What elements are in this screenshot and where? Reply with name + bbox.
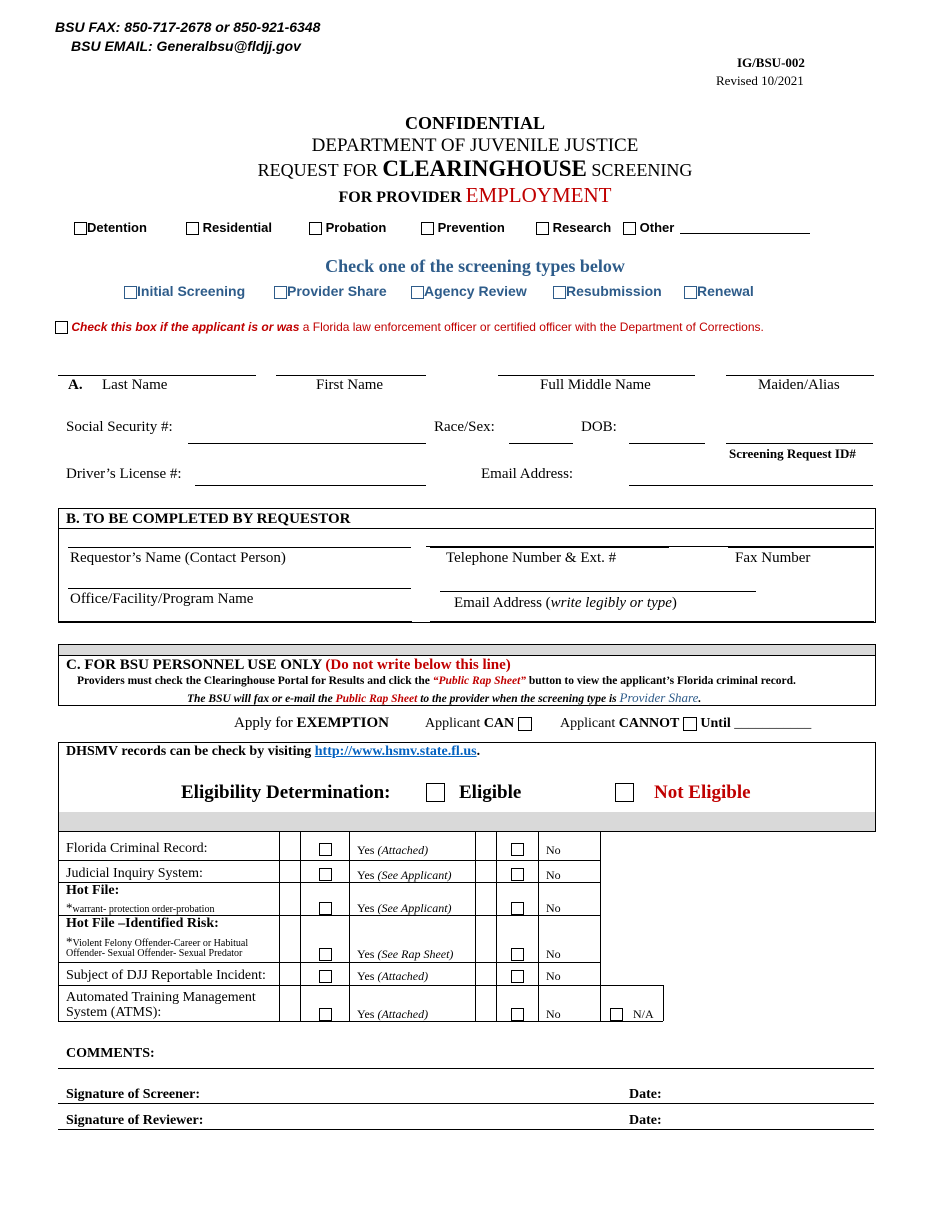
record-yes-checkbox[interactable] <box>319 902 332 915</box>
record-no-checkbox[interactable] <box>511 1008 524 1021</box>
until-blank[interactable]: ___________ <box>734 716 812 731</box>
record-label: Florida Criminal Record: <box>66 841 208 856</box>
asterisk: * <box>66 934 73 949</box>
section-c-line1 <box>77 675 796 687</box>
record-yes <box>357 901 452 916</box>
record-na-checkbox[interactable] <box>610 1008 623 1021</box>
category-label: Residential <box>202 220 272 235</box>
checkbox[interactable] <box>684 286 697 299</box>
screening-id-line[interactable] <box>726 443 873 444</box>
screening-label: Resubmission <box>566 283 662 299</box>
ssn-label: Social Security #: <box>66 419 173 435</box>
cannot-bold: CANNOT <box>618 716 680 731</box>
bsu-fax: BSU FAX: 850-717-2678 or 850-921-6348 <box>55 19 321 35</box>
record-yes <box>357 969 428 984</box>
title-department: DEPARTMENT OF JUVENILE JUSTICE <box>311 135 639 156</box>
category-label: Prevention <box>437 220 505 235</box>
screener-signature-label: Signature of Screener: <box>66 1087 201 1102</box>
fax-line[interactable] <box>728 547 874 548</box>
eligibility-label: Eligibility Determination: <box>181 782 391 803</box>
record-no-checkbox[interactable] <box>511 948 524 961</box>
record-no: No <box>546 1007 561 1021</box>
table-rule <box>58 831 600 832</box>
title-for-provider: FOR PROVIDER <box>338 189 466 206</box>
record-no-checkbox[interactable] <box>511 902 524 915</box>
yes-note: (See Applicant) <box>377 901 452 915</box>
apply-bold: EXEMPTION <box>296 715 390 731</box>
checkbox[interactable] <box>411 286 424 299</box>
screening-agency-review[interactable] <box>411 283 527 299</box>
first-name-label: First Name <box>316 377 384 393</box>
record-no-checkbox[interactable] <box>511 868 524 881</box>
checkbox[interactable] <box>124 286 137 299</box>
table-rule <box>58 985 663 986</box>
checkbox[interactable] <box>536 222 549 235</box>
reviewer-date-label: Date: <box>629 1113 662 1128</box>
line2-blue: Provider Share <box>619 690 699 705</box>
screening-initial[interactable] <box>124 283 245 299</box>
screening-label: Agency Review <box>424 283 527 299</box>
category-research[interactable] <box>536 220 611 235</box>
eligibility-band <box>58 812 876 832</box>
email-label: Email Address: <box>481 466 574 482</box>
title-request <box>0 156 950 182</box>
not-eligible-label: Not Eligible <box>654 782 751 803</box>
yes-text: Yes <box>357 901 378 915</box>
line2-b: to the provider when the screening type is <box>417 693 620 705</box>
drivers-license-line[interactable] <box>195 485 426 486</box>
requestor-email-line[interactable] <box>440 591 756 592</box>
section-a-letter: A. <box>68 377 83 393</box>
category-detention[interactable] <box>74 220 147 235</box>
leo-rest: a Florida law enforcement officer or certified officer with the Department of Corrections. <box>299 320 764 334</box>
yes-text: Yes <box>357 969 378 983</box>
yes-note: (Attached) <box>377 1007 429 1021</box>
record-sub <box>66 900 214 916</box>
office-line[interactable] <box>68 588 411 589</box>
first-name-line[interactable] <box>276 375 426 376</box>
line2-red: Public Rap Sheet <box>335 693 418 705</box>
email-label-italic: write legibly or type <box>550 595 672 611</box>
can-prefix: Applicant <box>425 716 484 731</box>
checkbox[interactable] <box>74 222 87 235</box>
table-col <box>279 831 280 1021</box>
revised-date: Revised 10/2021 <box>716 73 804 88</box>
yes-note: (See Applicant) <box>377 868 452 882</box>
dob-label: DOB: <box>581 419 617 435</box>
apply-prefix: Apply for <box>234 715 297 731</box>
category-probation[interactable] <box>309 220 386 235</box>
until-label: Until <box>700 716 731 731</box>
record-sub: Offender- Sexual Offender- Sexual Predator <box>66 948 243 959</box>
record-label: Hot File –Identified Risk: <box>66 916 219 931</box>
category-label: Detention <box>87 220 147 235</box>
yes-note: (Attached) <box>377 843 429 857</box>
table-col <box>600 831 601 1021</box>
checkbox[interactable] <box>683 717 697 731</box>
screening-heading: Check one of the screening types below <box>325 256 625 276</box>
record-no-checkbox[interactable] <box>511 970 524 983</box>
yes-text: Yes <box>357 843 378 857</box>
dob-line[interactable] <box>629 443 705 444</box>
screener-date-label: Date: <box>629 1087 662 1102</box>
title-screening: SCREENING <box>586 160 693 180</box>
cannot-prefix: Applicant <box>560 716 619 731</box>
record-no: No <box>546 969 561 983</box>
title-request-prefix: REQUEST FOR <box>257 160 383 180</box>
reviewer-signature-line[interactable] <box>58 1129 874 1130</box>
record-label: Subject of DJJ Reportable Incident: <box>66 968 266 983</box>
section-c-heading <box>66 657 511 674</box>
table-col <box>538 831 539 1021</box>
applicant-cannot[interactable] <box>560 716 811 732</box>
table-rule <box>58 860 600 861</box>
can-bold: CAN <box>483 716 515 731</box>
title-clearinghouse: CLEARINGHOUSE <box>382 156 587 181</box>
middle-name-label: Full Middle Name <box>540 377 651 393</box>
section-c-heading-red: (Do not write below this line) <box>321 657 511 673</box>
maiden-label: Maiden/Alias <box>758 377 840 393</box>
table-rule <box>58 962 600 963</box>
checkbox[interactable] <box>309 222 322 235</box>
record-no: No <box>546 901 561 915</box>
applicant-can[interactable] <box>425 716 532 732</box>
race-sex-label: Race/Sex: <box>434 419 495 435</box>
ssn-line[interactable] <box>188 443 426 444</box>
email-label-suffix: ) <box>671 595 677 611</box>
table-col <box>475 831 476 1021</box>
record-sub-text: Violent Felony Offender-Career or Habitual <box>72 938 249 949</box>
checkbox[interactable] <box>553 286 566 299</box>
race-sex-line[interactable] <box>509 443 573 444</box>
section-b-heading-rule <box>58 528 874 529</box>
dhsmv-link[interactable]: http://www.hsmv.state.fl.us <box>314 744 477 759</box>
last-name-line[interactable] <box>58 375 256 376</box>
comments-line[interactable] <box>58 1068 874 1069</box>
record-label: Judicial Inquiry System: <box>66 866 203 881</box>
category-label: Other <box>639 220 675 235</box>
record-yes-checkbox[interactable] <box>319 843 332 856</box>
table-col <box>663 985 664 1021</box>
record-label: Automated Training Management <box>66 990 256 1005</box>
screening-id-label: Screening Request ID# <box>729 446 856 461</box>
line2-c: . <box>698 693 702 705</box>
dhsmv-period: . <box>476 744 481 759</box>
checkbox[interactable] <box>274 286 287 299</box>
screening-label: Initial Screening <box>137 283 246 299</box>
screener-signature-line[interactable] <box>58 1103 874 1104</box>
line1-red: “Public Rap Sheet” <box>432 675 527 687</box>
office-label: Office/Facility/Program Name <box>70 591 254 607</box>
table-rule <box>58 882 600 883</box>
screening-renewal[interactable] <box>684 283 754 299</box>
reviewer-signature-label: Signature of Reviewer: <box>66 1113 204 1128</box>
yes-note: (Attached) <box>377 969 429 983</box>
maiden-line[interactable] <box>726 375 874 376</box>
checkbox[interactable] <box>623 222 636 235</box>
record-yes-checkbox[interactable] <box>319 1008 332 1021</box>
table-col <box>496 831 497 1021</box>
category-residential[interactable] <box>186 220 272 235</box>
telephone-line[interactable] <box>430 547 669 548</box>
dhsmv-note <box>66 744 480 760</box>
eligible-label: Eligible <box>459 782 522 803</box>
category-label: Research <box>552 220 612 235</box>
screening-provider-share[interactable] <box>274 283 387 299</box>
checkbox[interactable] <box>421 222 434 235</box>
record-sub-text: warrant- protection order-probation <box>72 904 215 915</box>
category-prevention[interactable] <box>421 220 505 235</box>
screening-label: Provider Share <box>287 283 387 299</box>
last-name-label: Last Name <box>102 377 168 393</box>
eligible-checkbox[interactable] <box>426 783 445 802</box>
email-line[interactable] <box>629 485 873 486</box>
record-no: No <box>546 868 561 882</box>
section-c-line2 <box>187 690 701 706</box>
email-label-prefix: Email Address ( <box>454 595 551 611</box>
record-yes <box>357 868 452 883</box>
asterisk: * <box>66 900 73 915</box>
record-yes-checkbox[interactable] <box>319 868 332 881</box>
section-b-bottom-rule-right <box>430 621 874 622</box>
title-employment: EMPLOYMENT <box>465 183 612 207</box>
record-na: N/A <box>633 1007 654 1021</box>
record-yes-checkbox[interactable] <box>319 948 332 961</box>
category-label: Probation <box>325 220 387 235</box>
screening-label: Renewal <box>697 283 754 299</box>
line1-a: Providers must check the Clearinghouse Portal for Results and click the <box>77 675 433 687</box>
fax-number-label: Fax Number <box>735 550 811 566</box>
dhsmv-text: DHSMV records can be check by visiting <box>66 744 315 759</box>
middle-name-line[interactable] <box>498 375 695 376</box>
section-b-bottom-rule <box>58 621 412 622</box>
title-employment-line <box>0 183 950 208</box>
checkbox[interactable] <box>186 222 199 235</box>
record-yes <box>357 947 453 962</box>
screening-resubmission[interactable] <box>553 283 662 299</box>
requestor-name-line[interactable] <box>68 547 411 548</box>
yes-note: (See Rap Sheet) <box>377 947 454 961</box>
apply-exemption <box>234 715 389 732</box>
section-c-heading-text: C. FOR BSU PERSONNEL USE ONLY <box>66 657 322 673</box>
other-blank-line[interactable] <box>680 233 810 234</box>
leo-check[interactable] <box>55 320 764 334</box>
line1-b: button to view the applicant’s Florida criminal record. <box>526 675 796 687</box>
record-no-checkbox[interactable] <box>511 843 524 856</box>
record-yes <box>357 843 428 858</box>
section-b-heading: B. TO BE COMPLETED BY REQUESTOR <box>66 511 351 527</box>
bsu-email: BSU EMAIL: Generalbsu@fldjj.gov <box>71 38 301 54</box>
telephone-label: Telephone Number & Ext. # <box>446 550 617 566</box>
table-col <box>58 831 59 1021</box>
table-col <box>300 831 301 1021</box>
not-eligible-checkbox[interactable] <box>615 783 634 802</box>
line2-a: The BSU will fax or e-mail the <box>187 693 336 705</box>
record-label: Hot File: <box>66 883 120 898</box>
form-id: IG/BSU-002 <box>737 55 805 70</box>
record-no: No <box>546 947 561 961</box>
category-other[interactable] <box>623 220 674 235</box>
requestor-email-label <box>454 595 677 612</box>
requestor-name-label: Requestor’s Name (Contact Person) <box>70 550 286 566</box>
record-no: No <box>546 843 561 857</box>
checkbox[interactable] <box>518 717 532 731</box>
record-yes-checkbox[interactable] <box>319 970 332 983</box>
record-yes <box>357 1007 428 1022</box>
title-confidential: CONFIDENTIAL <box>404 113 546 133</box>
checkbox[interactable] <box>55 321 68 334</box>
leo-bold: Check this box if the applicant is or was <box>71 320 300 334</box>
yes-text: Yes <box>357 1007 378 1021</box>
drivers-license-label: Driver’s License #: <box>66 466 182 482</box>
record-label: System (ATMS): <box>66 1005 162 1020</box>
yes-text: Yes <box>357 868 378 882</box>
yes-text: Yes <box>357 947 378 961</box>
comments-label: COMMENTS: <box>66 1046 155 1061</box>
table-col <box>349 831 350 1021</box>
